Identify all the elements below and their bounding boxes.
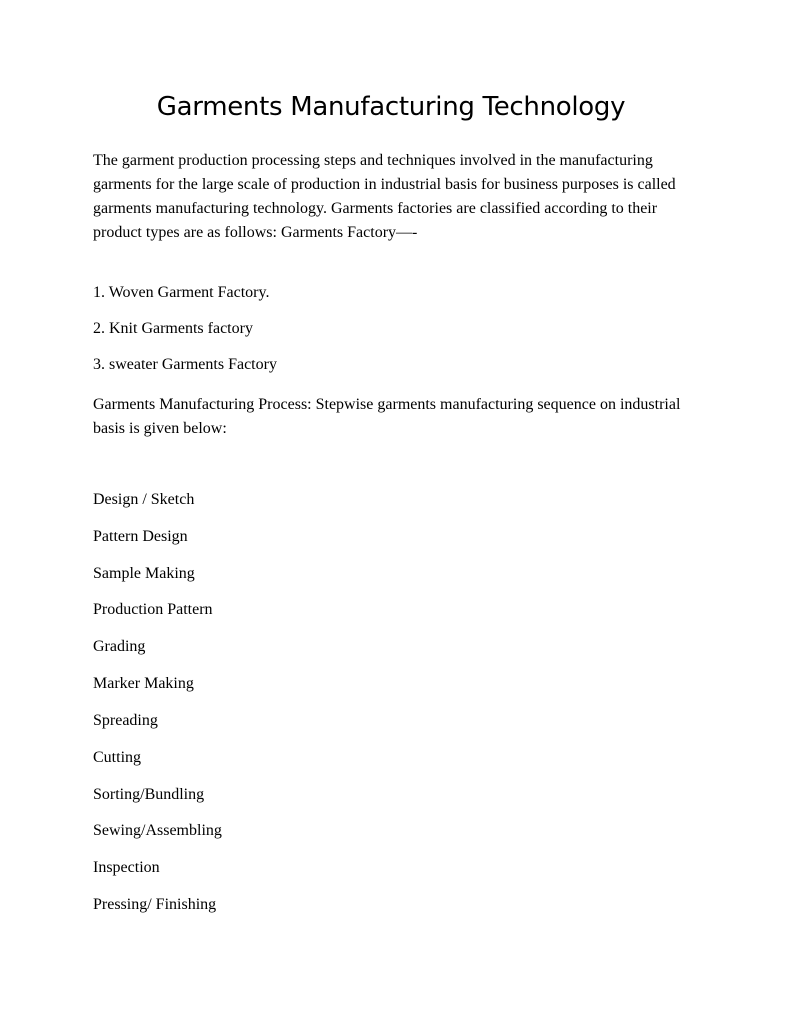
process-intro-paragraph: Garments Manufacturing Process: Stepwise garments manufacturing sequence on industrial basis is given below: <box>93 396 681 437</box>
process-step: Marker Making <box>93 675 194 692</box>
process-step: Inspection <box>93 859 160 876</box>
factory-type-item: 2. Knit Garments factory <box>93 320 253 337</box>
process-step: Sorting/Bundling <box>93 786 205 803</box>
factory-type-item: 3. sweater Garments Factory <box>93 356 277 373</box>
process-step: Cutting <box>93 749 142 766</box>
process-step: Design / Sketch <box>93 491 195 508</box>
process-step: Grading <box>93 638 146 655</box>
process-step: Sewing/Assembling <box>93 822 222 839</box>
process-step: Pressing/ Finishing <box>93 896 217 913</box>
process-step: Production Pattern <box>93 601 213 618</box>
page-title: Garments Manufacturing Technology <box>156 92 626 122</box>
intro-paragraph: The garment production processing steps and techniques involved in the manufacturing garments for the large scale of production in industrial basis for business purposes is called garments manufacturing technology. Garments factories are classified according to their product types are as follows: Garments Factory—- <box>93 152 676 241</box>
factory-type-item: 1. Woven Garment Factory. <box>93 284 270 301</box>
process-step: Spreading <box>93 712 158 729</box>
process-step: Sample Making <box>93 565 195 582</box>
process-step: Pattern Design <box>93 528 188 545</box>
